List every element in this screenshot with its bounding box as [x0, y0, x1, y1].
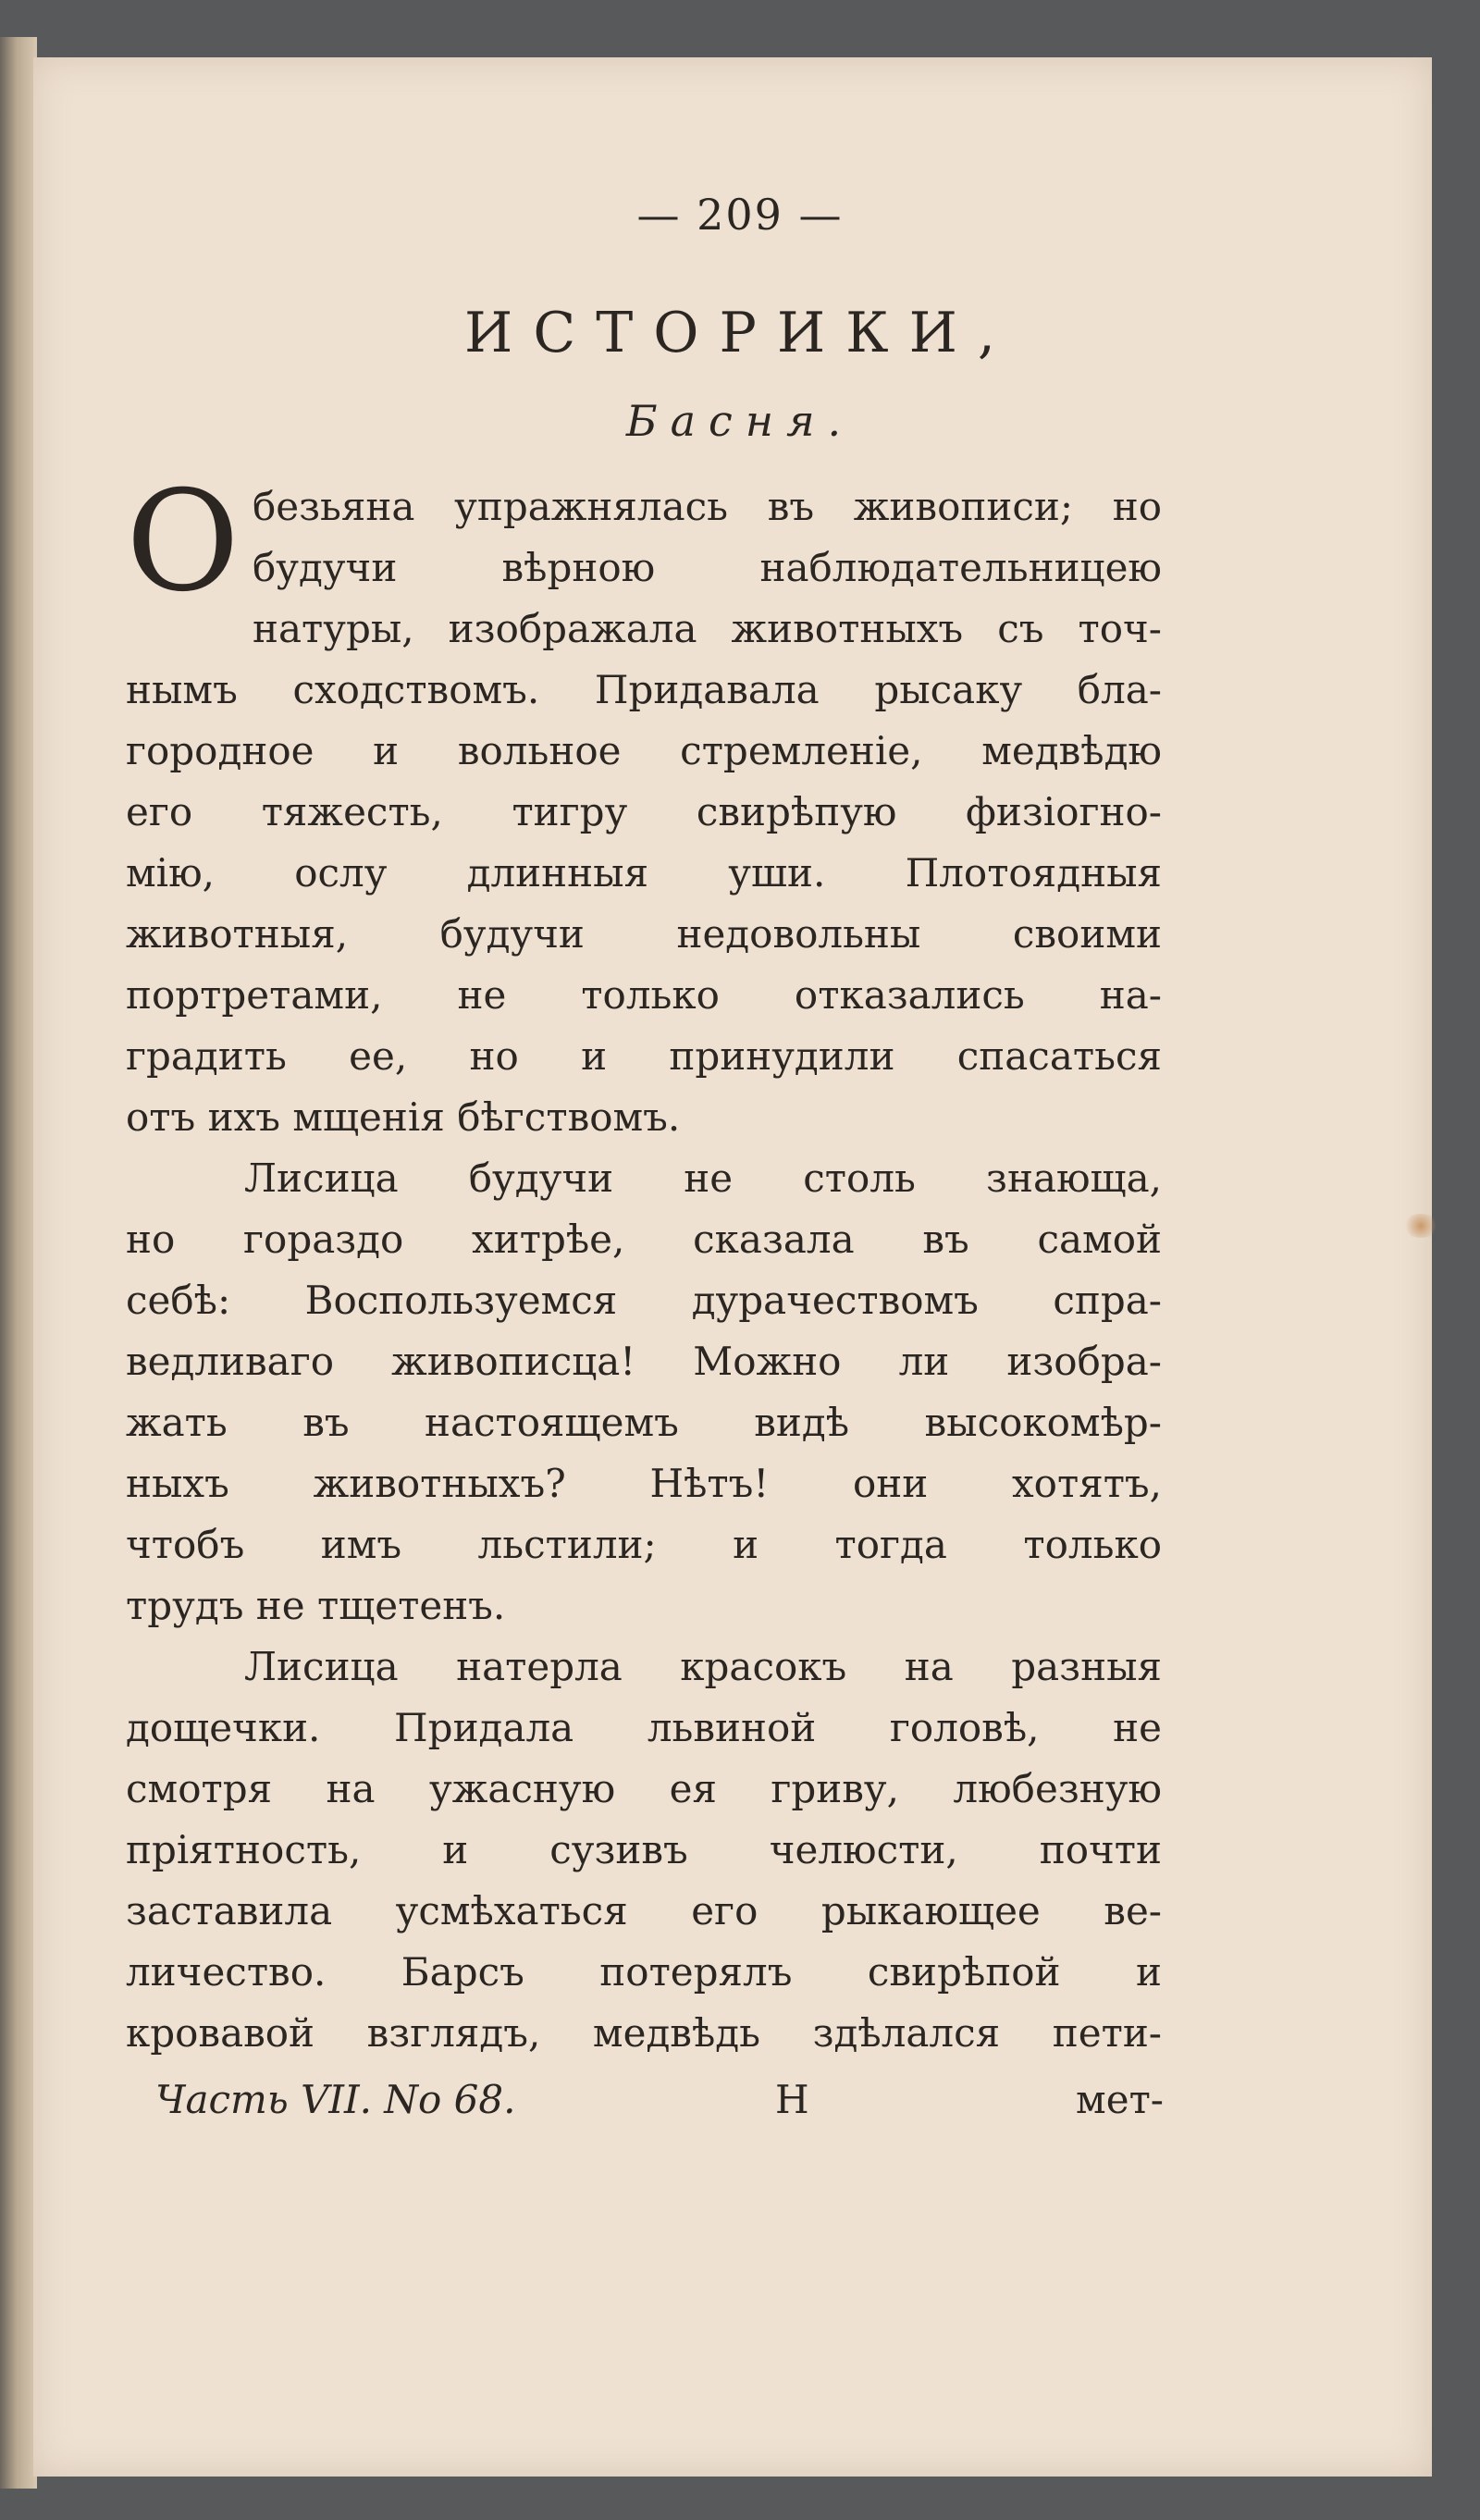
text-line: Лисица будучи не столь знающа,	[244, 1155, 1162, 1201]
text-line: будучи вѣрною наблюдательницею	[252, 545, 1162, 590]
page-title: ИСТОРИКИ,	[464, 301, 1016, 365]
body-text	[126, 462, 1162, 2064]
text-line: заставила усмѣхаться его рыкающее ве-	[126, 1888, 1162, 1933]
text-line: его тяжесть, тигру свирѣпую физіогно-	[126, 789, 1162, 834]
text-line: жать въ настоящемъ видѣ высокомѣр-	[126, 1400, 1162, 1445]
footer-catchword: мет-	[1076, 2077, 1164, 2122]
footer-part-number: Часть VII. No 68.	[155, 2077, 516, 2122]
drop-cap: О	[126, 462, 240, 623]
paper-stain	[1402, 1214, 1439, 1238]
text-line: ведливаго живописца! Можно ли изобра-	[126, 1339, 1162, 1384]
text-line: чтобъ имъ льстили; и тогда только	[126, 1522, 1162, 1567]
footer-signature-mark: Н	[775, 2077, 809, 2122]
text-line: портретами, не только отказались на-	[126, 972, 1162, 1018]
text-line: себѣ: Воспользуемся дурачествомъ спра-	[126, 1278, 1162, 1323]
text-line: градить ее, но и принудили спасаться	[126, 1033, 1162, 1079]
text-line: нымъ сходствомъ. Придавала рысаку бла-	[126, 667, 1162, 712]
text-line: но гораздо хитрѣе, сказала въ самой	[126, 1217, 1162, 1262]
page-subtitle: Басня.	[625, 396, 855, 446]
text-line: мію, ослу длинныя уши. Плотоядныя	[126, 850, 1162, 896]
text-line: животныя, будучи недовольны своими	[126, 911, 1162, 957]
text-line: ныхъ животныхъ? Нѣтъ! они хотятъ,	[126, 1461, 1162, 1506]
text-line: безьяна упражнялась въ живописи; но	[252, 484, 1162, 529]
paragraph-3	[126, 1637, 1162, 2064]
text-line: городное и вольное стремленіе, медвѣдю	[126, 728, 1162, 773]
text-line: личество. Барсъ потерялъ свирѣпой и	[126, 1949, 1162, 1995]
text-line: дощечки. Придала львиной головѣ, не	[126, 1705, 1162, 1750]
page-number: — 209 —	[636, 190, 844, 240]
text-line: натуры, изображала животныхъ съ точ-	[252, 606, 1162, 651]
text-line: отъ ихъ мщенія бѣгствомъ.	[126, 1094, 681, 1140]
paragraph-2	[126, 1148, 1162, 1637]
text-line: Лисица натерла красокъ на разныя	[244, 1644, 1162, 1689]
text-line: пріятность, и сузивъ челюсти, почти	[126, 1827, 1162, 1872]
text-line: смотря на ужасную ея гриву, любезную	[126, 1766, 1162, 1811]
text-line: трудъ не тщетенъ.	[126, 1583, 506, 1628]
paragraph-1	[126, 462, 1162, 1148]
text-line: кровавой взглядъ, медвѣдь здѣлался пети-	[126, 2010, 1162, 2056]
